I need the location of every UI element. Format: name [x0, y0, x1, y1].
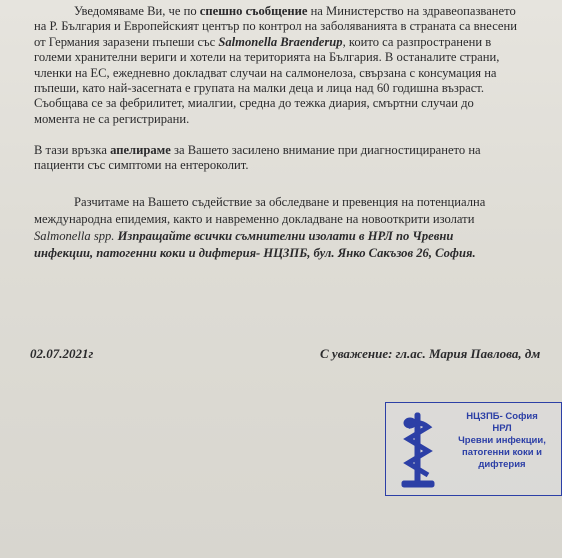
- stamp-text: НЦЗПБ- София НРЛ Чревни инфекции, патогенни коки и дифтерия: [458, 411, 546, 470]
- text-line: пъпеши, като най-засегната е групата на малки деца и лица над 60 годишна възраст.: [34, 81, 484, 96]
- paragraph-request: [34, 194, 554, 262]
- letter-date: 02.07.2021г: [30, 346, 94, 361]
- signature-closing: С уважение: гл.ас. Мария Павлова, дм: [320, 346, 541, 361]
- text-line: В тази връзка апелираме за Вашето засилено внимание при диагностицирането на: [34, 143, 481, 157]
- rod-of-asclepius-icon: [396, 409, 440, 489]
- paragraph-notification: [34, 4, 554, 127]
- text-line: от Германия заразени пъпеши със Salmonella Braenderup, които са разпространени в: [34, 34, 492, 49]
- text-line: пациенти със симптоми на ентероколит.: [34, 158, 249, 173]
- text-line: инфекции, патогенни коки и дифтерия- НЦЗПБ, бул. Янко Сакъзов 26, София.: [34, 246, 476, 260]
- paragraph-appeal: [34, 143, 554, 174]
- text-line: Уведомяваме Ви, че по спешно съобщение на Министерство на здравеопазването: [74, 4, 516, 18]
- text-line: международна епидемия, както и навременно докладване на новооткрити изолати: [34, 212, 475, 226]
- text-line: Съобщава се за фебрилитет, миалгии, средна до тежка диария, смъртни случаи до: [34, 96, 474, 111]
- text-line: членки на ЕС, ежедневно докладват случаи на салмонелоза, свързана с консумация на: [34, 65, 497, 80]
- text-line: момента не са регистрирани.: [34, 111, 190, 126]
- text-line: Разчитаме на Вашето съдействие за обследване и превенция на потенциална: [74, 195, 486, 209]
- institution-stamp: [385, 402, 562, 496]
- text-line: големи хранителни вериги и хотели на територията на България. В останалите страни,: [34, 50, 500, 65]
- text-line: Salmonella spp. Изпращайте всички съмнителни изолати в НРЛ по Чревни: [34, 229, 454, 243]
- text-line: на Р. България и Европейският център по контрол на заболяванията в страната са внесени: [34, 19, 518, 34]
